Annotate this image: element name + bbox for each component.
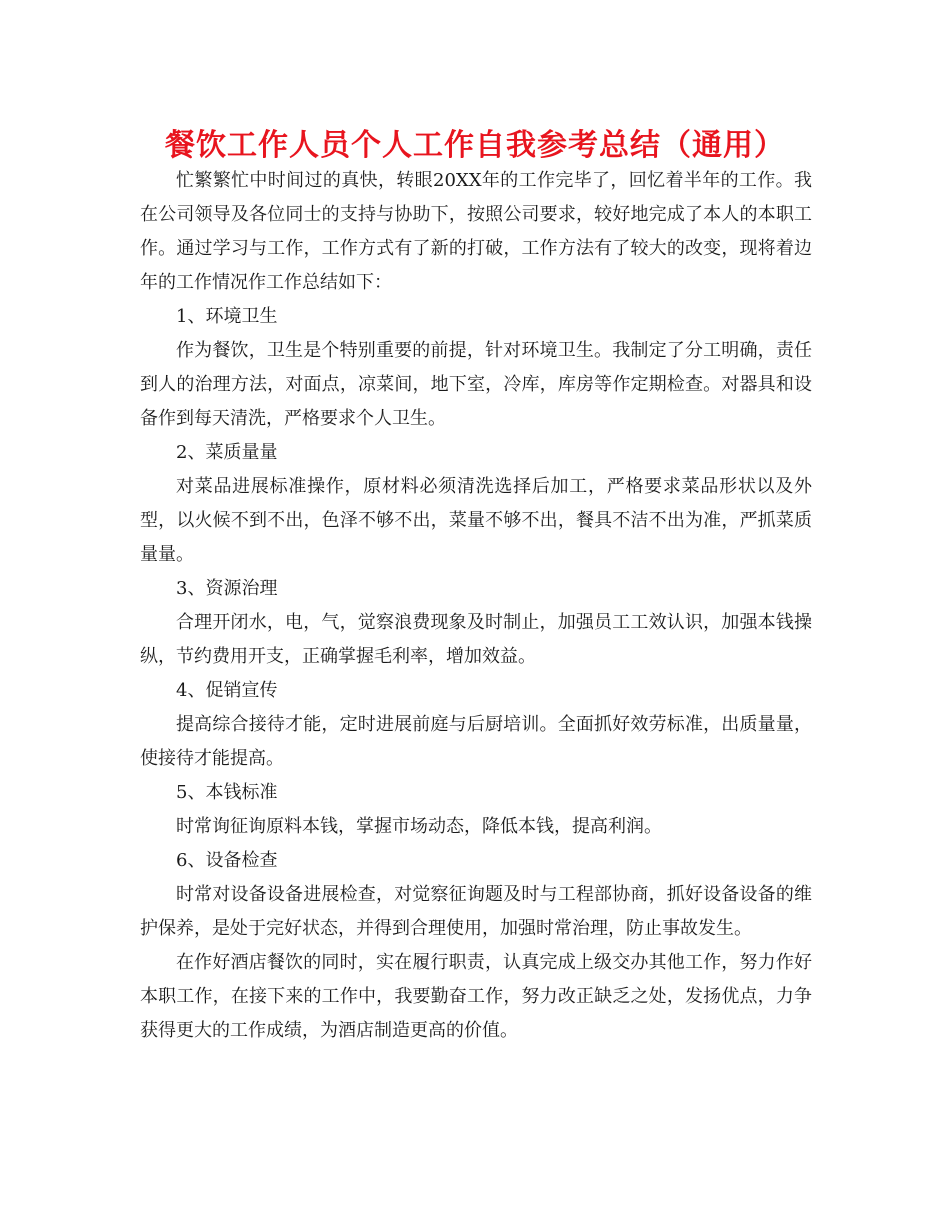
section-heading-4: 4、促销宣传 xyxy=(176,680,278,701)
document-title: 餐饮工作人员个人工作自我参考总结（通用） xyxy=(165,128,785,163)
section-heading-5: 5、本钱标准 xyxy=(176,782,278,803)
closing-paragraph: 在作好酒店餐饮的同时，实在履行职责，认真完成上级交办其他工作，努力作好本职工作，在接下来的工作中，我要勤奋工作，努力改正缺乏之处，发扬优点，力争获得更大的工作成绩，为酒店制造更高的价值。 xyxy=(140,952,812,1041)
section-heading-2: 2、菜质量量 xyxy=(176,442,278,463)
section-text-1: 作为餐饮，卫生是个特别重要的前提，针对环境卫生。我制定了分工明确，责任到人的治理方法，对面点，凉菜间，地下室，冷库，库房等作定期检查。对器具和设备作到每天清洗，严格要求个人卫生。 xyxy=(140,340,812,429)
document-body xyxy=(140,164,812,1048)
intro-paragraph: 忙繁繁忙中时间过的真快，转眼20XX年的工作完毕了，回忆着半年的工作。我在公司领导及各位同士的支持与协助下，按照公司要求，较好地完成了本人的本职工作。通过学习与工作，工作方式有了新的打破，工作方法有了较大的改变，现将着边年的工作情况作工作总结如下： xyxy=(140,170,812,293)
section-heading-6: 6、设备检查 xyxy=(176,850,278,871)
section-text-4: 提高综合接待才能，定时进展前庭与后厨培训。全面抓好效劳标准，出质量量，使接待才能提高。 xyxy=(140,714,812,769)
section-text-6: 时常对设备设备进展检查，对觉察征询题及时与工程部协商，抓好设备设备的维护保养，是处于完好状态，并得到合理使用，加强时常治理，防止事故发生。 xyxy=(140,884,812,939)
section-text-2: 对菜品进展标准操作，原材料必须清洗选择后加工，严格要求菜品形状以及外型，以火候不到不出，色泽不够不出，菜量不够不出，餐具不洁不出为准，严抓菜质量量。 xyxy=(140,476,812,565)
section-text-3: 合理开闭水，电，气，觉察浪费现象及时制止，加强员工工效认识，加强本钱操纵，节约费用开支，正确掌握毛利率，增加效益。 xyxy=(140,612,812,667)
section-text-5: 时常询征询原料本钱，掌握市场动态，降低本钱，提高利润。 xyxy=(176,816,662,837)
section-heading-3: 3、资源治理 xyxy=(176,578,278,599)
section-heading-1: 1、环境卫生 xyxy=(176,306,278,327)
